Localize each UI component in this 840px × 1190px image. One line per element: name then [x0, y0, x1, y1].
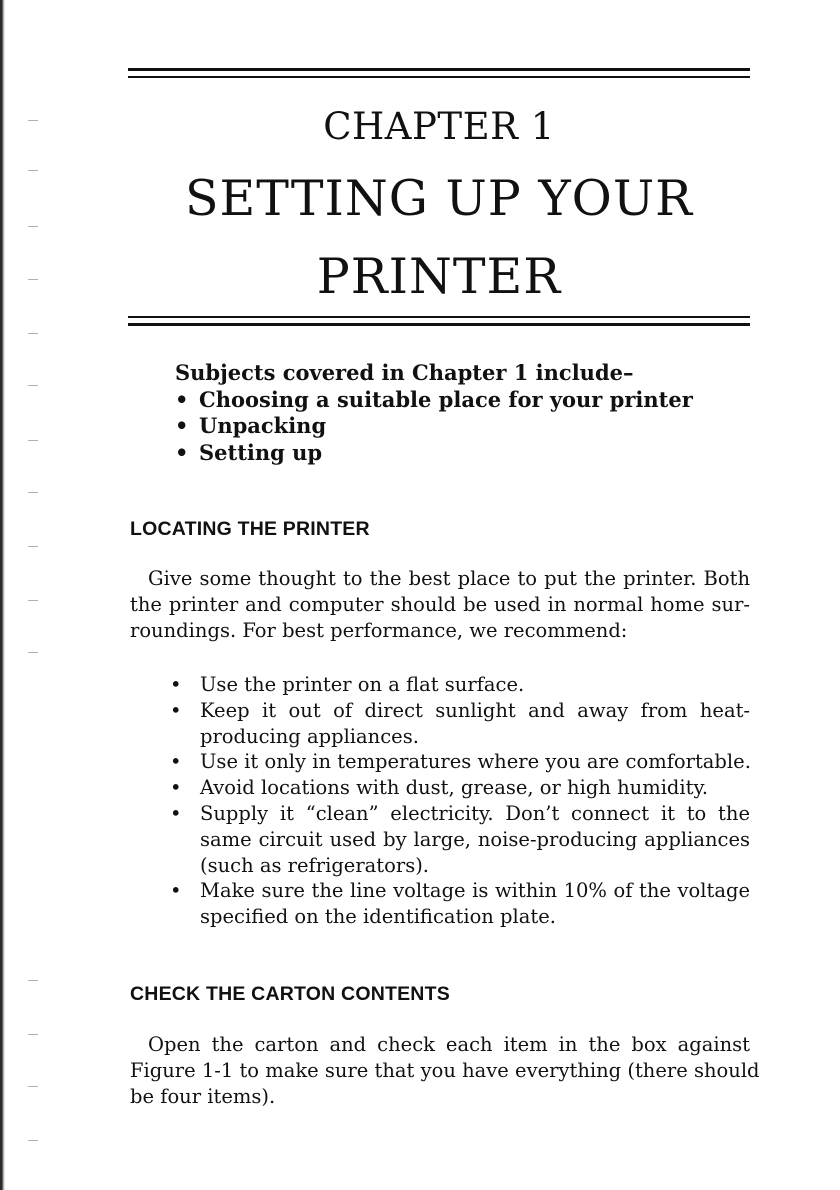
bullet-icon: •	[175, 439, 189, 465]
bottom-rule-thin	[128, 316, 750, 318]
recommendation-item	[170, 775, 750, 801]
bullet-icon: •	[170, 750, 182, 774]
margin-scan-marks	[28, 0, 48, 1190]
subject-item-label: Choosing a suitable place for your printer	[199, 386, 693, 412]
recommendation-line: Avoid locations with dust, grease, or high humidity.	[200, 776, 709, 800]
bullet-icon: •	[175, 413, 189, 438]
recommendation-line: Keep it out of direct sunlight and away from heat-	[200, 698, 750, 722]
recommendation-line: Supply it “clean” electricity. Don’t connect it to the	[200, 801, 750, 825]
section-heading-carton: CHECK THE CARTON CONTENTS	[130, 983, 450, 1005]
chapter-title	[128, 160, 750, 316]
subject-item	[175, 440, 693, 467]
bullet-icon: •	[170, 673, 182, 696]
chapter-title-line-1: SETTING UP YOUR	[184, 170, 694, 227]
paragraph-line: Figure 1-1 to make sure that you have everything (there should	[130, 1059, 760, 1082]
paragraph-line: the printer and computer should be used in normal home sur-	[130, 593, 750, 616]
recommendation-item	[170, 698, 750, 750]
chapter-title-line-2: PRINTER	[316, 248, 562, 305]
subject-item	[175, 387, 693, 414]
recommendation-item	[170, 749, 750, 775]
locating-paragraph	[130, 566, 750, 644]
recommendation-item	[170, 672, 750, 698]
recommendation-line: Use it only in temperatures where you are comfortable.	[200, 750, 751, 774]
bullet-icon: •	[170, 801, 182, 825]
section-heading-locating: LOCATING THE PRINTER	[130, 518, 370, 540]
paragraph-line: roundings. For best performance, we recommend:	[130, 619, 628, 642]
bullet-icon: •	[170, 776, 182, 800]
bottom-rule-thick	[128, 323, 750, 326]
recommendation-line: (such as refrigerators).	[200, 853, 430, 877]
paragraph-line: Give some thought to the best place to put the printer. Both	[148, 567, 750, 590]
chapter-number: CHAPTER 1	[323, 105, 555, 148]
carton-paragraph	[130, 1032, 760, 1110]
recommendation-line: same circuit used by large, noise-producing appliances	[200, 827, 750, 851]
recommendation-line: producing appliances.	[200, 724, 419, 748]
subject-item-label: Setting up	[199, 439, 323, 465]
recommendation-item	[170, 801, 750, 878]
scan-edge-shadow	[0, 0, 5, 1190]
recommendation-line: specified on the identification plate.	[200, 905, 556, 929]
bullet-icon: •	[170, 698, 182, 722]
top-rule-thin	[128, 76, 750, 78]
paragraph-line: Open the carton and check each item in the box against	[148, 1033, 750, 1056]
recommendation-item	[170, 878, 750, 930]
chapter-subjects	[175, 360, 693, 466]
recommendation-list	[170, 672, 750, 930]
subject-item-label: Unpacking	[199, 413, 327, 438]
bullet-icon: •	[175, 386, 189, 412]
subjects-intro: Subjects covered in Chapter 1 include–	[175, 360, 634, 385]
paragraph-line: be four items).	[130, 1085, 276, 1108]
recommendation-line: Use the printer on a flat surface.	[200, 673, 525, 696]
top-rule-thick	[128, 68, 750, 71]
bullet-icon: •	[170, 879, 182, 903]
recommendation-line: Make sure the line voltage is within 10% of the voltage	[200, 879, 750, 903]
subject-item	[175, 413, 693, 440]
